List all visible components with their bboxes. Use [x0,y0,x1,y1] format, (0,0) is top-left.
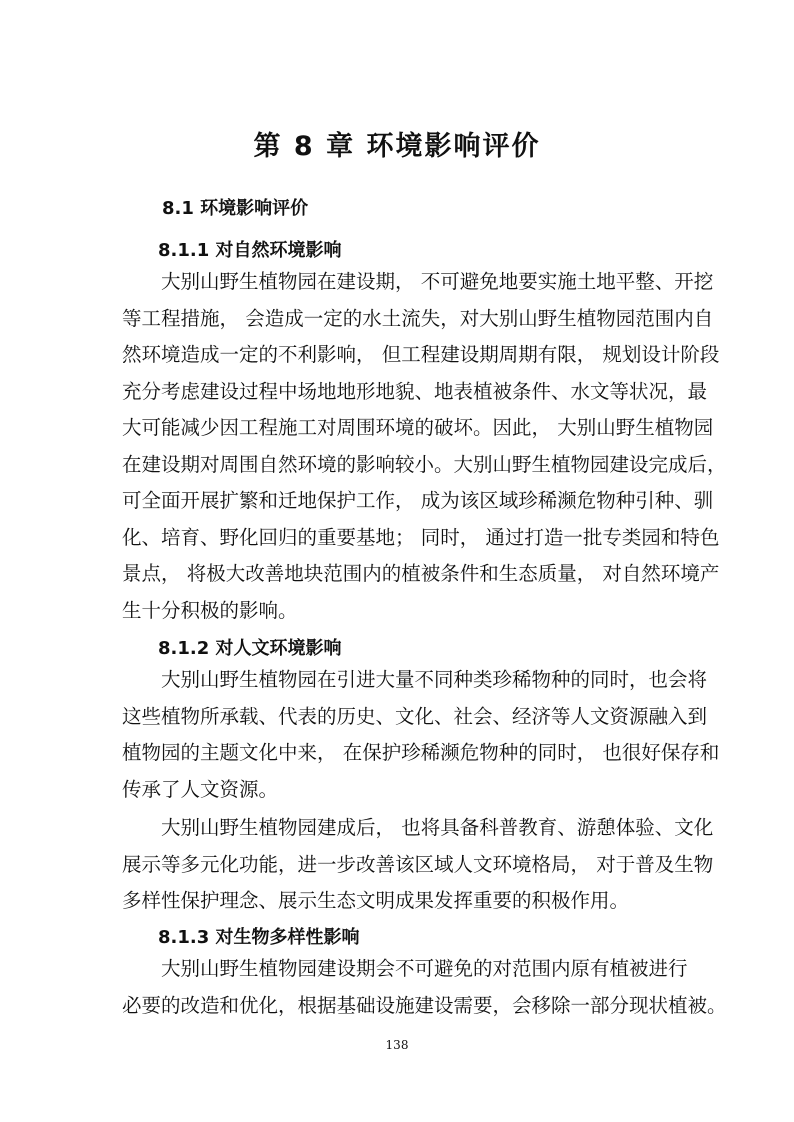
section-heading: 8.1 环境影响评价 [162,198,309,219]
subsection-heading-natural: 8.1.1 对自然环境影响 [158,240,342,261]
text-line: 传承了人文资源。 [122,777,279,801]
text-line: 植物园的主题文化中来， 在保护珍稀濒危物种的同时， 也很好保存和 [122,741,720,764]
subsection-heading-cultural: 8.1.2 对人文环境影响 [158,638,342,659]
text-line: 生十分积极的影响。 [122,598,298,622]
text-line: 大别山野生植物园建设期会不可避免的对范围内原有植被进行 [122,957,688,980]
text-line: 大可能减少因工程施工对周围环境的破坏。因此， 大别山野生植物园 [122,416,714,439]
text-line: 展示等多元化功能，进一步改善该区域人文环境格局， 对于普及生物 [122,852,714,876]
chapter-title: 第 8 章 环境影响评价 [253,131,541,162]
paragraph-biodiversity [122,951,727,1024]
text-line: 景点， 将极大改善地块范围内的植被条件和生态质量， 对自然环境产 [122,562,720,585]
text-line: 在建设期对周围自然环境的影响较小。大别山野生植物园建设完成后， [122,452,727,476]
paragraph-cultural-2 [122,810,714,920]
text-line: 可全面开展扩繁和迁地保护工作， 成为该区域珍稀濒危物种引种、驯 [122,489,714,512]
page-number: 138 [385,1038,409,1052]
text-line: 必要的改造和优化，根据基础设施建设需要，会移除一部分现状植被。 [122,993,727,1017]
text-line: 大别山野生植物园建成后， 也将具备科普教育、游憩体验、文化 [122,816,714,839]
text-line: 这些植物所承载、代表的历史、文化、社会、经济等人文资源融入到 [122,704,708,728]
text-line: 大别山野生植物园在建设期， 不可避免地要实施土地平整、开挖 [122,270,714,293]
paragraph-cultural-1 [122,662,720,808]
paragraph-natural-environment [122,264,727,629]
text-line: 等工程措施， 会造成一定的水土流失，对大别山野生植物园范围内自 [122,306,714,330]
text-line: 大别山野生植物园在引进大量不同种类珍稀物种的同时，也会将 [122,668,708,691]
text-line: 充分考虑建设过程中场地地形地貌、地表植被条件、水文等状况，最 [122,379,708,403]
text-line: 然环境造成一定的不利影响， 但工程建设期周期有限， 规划设计阶段 [122,343,720,366]
subsection-heading-biodiversity: 8.1.3 对生物多样性影响 [158,927,360,948]
text-line: 多样性保护理念、展示生态文明成果发挥重要的积极作用。 [122,889,630,912]
text-line: 化、培育、野化回归的重要基地； 同时， 通过打造一批专类园和特色 [122,525,720,549]
